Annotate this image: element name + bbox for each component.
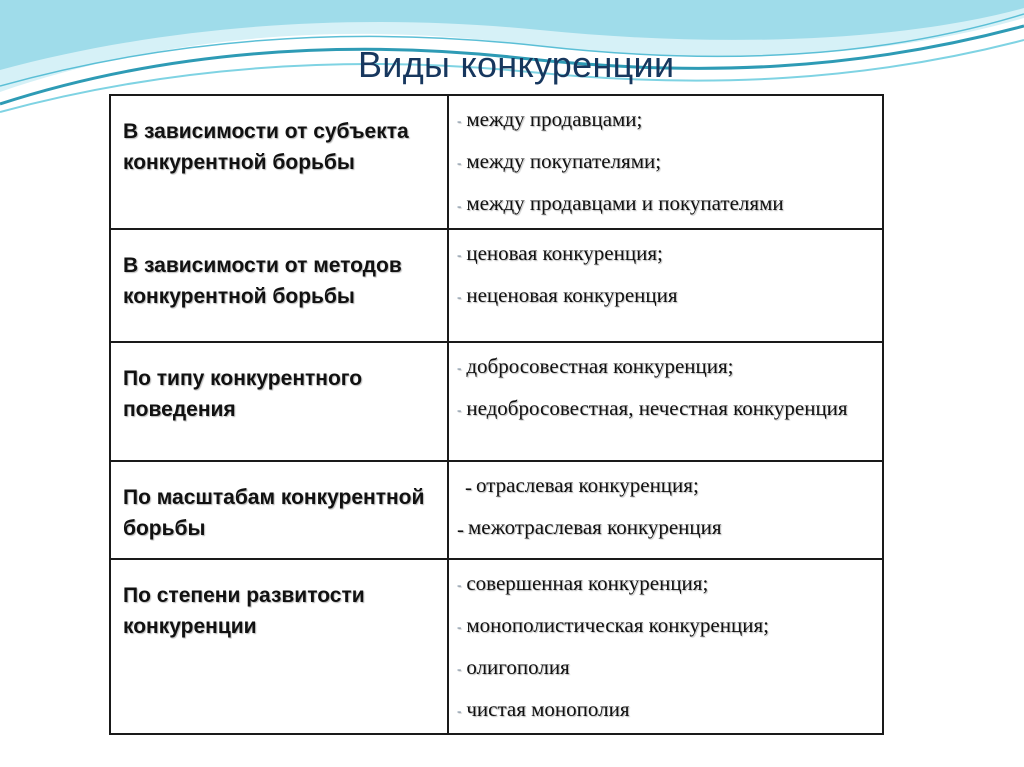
dash-bullet-icon: - <box>457 618 462 634</box>
item-text: олигополия <box>466 654 570 679</box>
item-text: добросовестная конкуренция; <box>466 353 734 378</box>
item-text: между продавцами; <box>466 107 643 131</box>
item-text: ценовая конкуренция; <box>466 240 663 265</box>
dash-bullet-icon: - <box>457 359 462 375</box>
dash-bullet-icon: - <box>457 197 462 213</box>
category-cell: По масштабам конкурентной борьбы <box>110 461 448 559</box>
dash-bullet-icon: - <box>457 288 462 304</box>
items-cell <box>448 461 883 559</box>
table-row <box>110 95 883 229</box>
category-cell: По степени развитости конкуренции <box>110 559 448 735</box>
item-text: совершенная конкуренция; <box>466 570 709 595</box>
items-cell <box>448 559 883 735</box>
dash-bullet-icon: - <box>457 516 464 541</box>
item-text: неценовая конкуренция <box>466 282 678 307</box>
list-item <box>457 695 876 725</box>
list-item <box>457 239 876 269</box>
dash-bullet-icon: - <box>457 113 462 129</box>
item-text: межотраслевая конкуренция <box>468 514 722 539</box>
category-cell: По типу конкурентного поведения <box>110 342 448 461</box>
slide-title: Виды конкуренции <box>358 44 675 85</box>
item-text: между продавцами и покупателями <box>466 191 784 216</box>
table-row <box>110 559 883 735</box>
table-row <box>110 461 883 559</box>
dash-bullet-icon: - <box>457 703 462 719</box>
list-item <box>457 147 876 177</box>
list-item <box>457 281 876 311</box>
list-item <box>457 105 876 135</box>
list-item <box>457 653 876 683</box>
dash-bullet-icon: - <box>457 661 462 677</box>
items-cell <box>448 229 883 342</box>
category-cell: В зависимости от субъекта конкурентной борьбы <box>110 95 448 229</box>
list-item <box>457 611 876 641</box>
table-row <box>110 342 883 461</box>
item-text: отраслевая конкуренция; <box>476 472 699 497</box>
list-item <box>457 189 876 219</box>
table-row <box>110 229 883 342</box>
list-item <box>457 394 876 424</box>
list-item <box>457 513 876 543</box>
item-text: недобросовестная, нечестная конкуренция <box>466 395 848 420</box>
list-item <box>457 569 876 599</box>
dash-bullet-icon: - <box>457 576 462 592</box>
list-item <box>457 471 876 501</box>
item-text: монополистическая конкуренция; <box>466 612 769 637</box>
category-cell: В зависимости от методов конкурентной борьбы <box>110 229 448 342</box>
dash-bullet-icon: - <box>465 474 472 499</box>
items-cell <box>448 95 883 229</box>
item-text: чистая монополия <box>466 697 630 722</box>
dash-bullet-icon: - <box>457 246 462 262</box>
list-item <box>457 352 876 382</box>
dash-bullet-icon: - <box>457 401 462 417</box>
item-text: между покупателями; <box>466 149 662 174</box>
competition-types-table <box>109 94 884 735</box>
dash-bullet-icon: - <box>457 155 462 171</box>
items-cell <box>448 342 883 461</box>
